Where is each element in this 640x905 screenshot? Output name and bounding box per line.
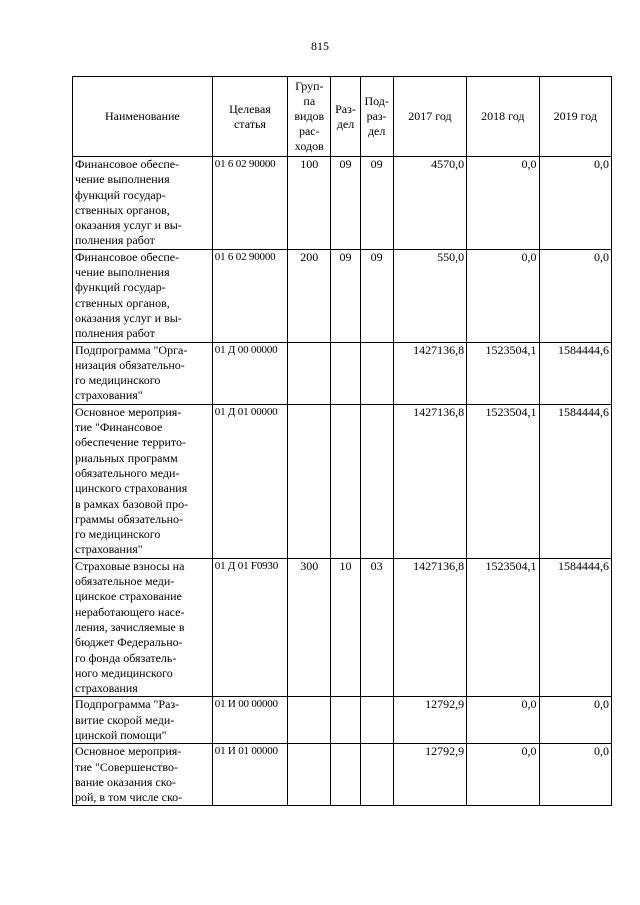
header-2019: 2019 год bbox=[539, 77, 611, 157]
row-2019: 1584444,6 bbox=[539, 404, 611, 558]
row-name: Подпрограмма "Орга- низация обязательно- го медицинского страхования" bbox=[73, 342, 213, 404]
table-row bbox=[73, 157, 612, 250]
table-row bbox=[73, 558, 612, 697]
row-2017: 12792,9 bbox=[393, 744, 466, 806]
row-subsection bbox=[360, 342, 393, 404]
row-2018: 0,0 bbox=[467, 744, 539, 806]
row-expense-group bbox=[288, 342, 331, 404]
row-name: Финансовое обеспе- чение выполнения функций государ- ственных органов, оказания услуг и вы- полнения работ bbox=[73, 249, 213, 342]
row-subsection: 09 bbox=[360, 249, 393, 342]
row-section: 09 bbox=[331, 157, 360, 250]
row-section bbox=[331, 744, 360, 806]
table-row bbox=[73, 404, 612, 558]
header-group: Груп- па видов рас- ходов bbox=[288, 77, 331, 157]
row-subsection bbox=[360, 697, 393, 744]
header-code: Целевая статья bbox=[212, 77, 287, 157]
row-subsection bbox=[360, 404, 393, 558]
row-name: Основное мероприя- тие "Совершенство- вание оказания ско- рой, в том числе ско- bbox=[73, 744, 213, 806]
row-section: 10 bbox=[331, 558, 360, 697]
row-2017: 1427136,8 bbox=[393, 558, 466, 697]
row-2019: 0,0 bbox=[539, 157, 611, 250]
row-2018: 1523504,1 bbox=[467, 404, 539, 558]
row-subsection bbox=[360, 744, 393, 806]
row-2017: 4570,0 bbox=[393, 157, 466, 250]
row-2019: 1584444,6 bbox=[539, 558, 611, 697]
table-row bbox=[73, 249, 612, 342]
header-subsection: Под- раз- дел bbox=[360, 77, 393, 157]
header-name: Наименование bbox=[73, 77, 213, 157]
row-2017: 12792,9 bbox=[393, 697, 466, 744]
row-section bbox=[331, 404, 360, 558]
row-2018: 0,0 bbox=[467, 697, 539, 744]
row-2018: 1523504,1 bbox=[467, 342, 539, 404]
row-2019: 0,0 bbox=[539, 697, 611, 744]
row-name: Финансовое обеспе- чение выполнения функций государ- ственных органов, оказания услуг и вы- полнения работ bbox=[73, 157, 213, 250]
row-2017: 1427136,8 bbox=[393, 342, 466, 404]
row-name: Основное мероприя- тие "Финансовое обеспечение террито- риальных программ обязательного меди- цинского страхования в рамках базовой про- граммы обязательно- го медицинского страхования" bbox=[73, 404, 213, 558]
row-2019: 0,0 bbox=[539, 744, 611, 806]
row-name: Подпрограмма "Раз- витие скорой меди- цинской помощи" bbox=[73, 697, 213, 744]
table-row bbox=[73, 342, 612, 404]
row-expense-group bbox=[288, 697, 331, 744]
row-expense-group: 200 bbox=[288, 249, 331, 342]
row-expense-group: 100 bbox=[288, 157, 331, 250]
row-target-code: 01 6 02 90000 bbox=[212, 249, 287, 342]
row-2018: 0,0 bbox=[467, 157, 539, 250]
row-target-code: 01 Д 00 00000 bbox=[212, 342, 287, 404]
page-number: 815 bbox=[311, 39, 329, 53]
budget-table bbox=[72, 76, 612, 806]
header-2018: 2018 год bbox=[467, 77, 539, 157]
table-header-row bbox=[73, 77, 612, 157]
row-section: 09 bbox=[331, 249, 360, 342]
row-section bbox=[331, 697, 360, 744]
row-expense-group: 300 bbox=[288, 558, 331, 697]
table-row bbox=[73, 744, 612, 806]
row-target-code: 01 6 02 90000 bbox=[212, 157, 287, 250]
header-2017: 2017 год bbox=[393, 77, 466, 157]
row-name: Страховые взносы на обязательное меди- цинское страхование неработающего насе- ления, зачисляемые в бюджет Федерально- го фонда обязатель- ного медицинского страхования bbox=[73, 558, 213, 697]
row-expense-group bbox=[288, 404, 331, 558]
row-subsection: 09 bbox=[360, 157, 393, 250]
row-expense-group bbox=[288, 744, 331, 806]
header-section: Раз- дел bbox=[331, 77, 360, 157]
row-section bbox=[331, 342, 360, 404]
row-2019: 0,0 bbox=[539, 249, 611, 342]
row-target-code: 01 Д 01 F0930 bbox=[212, 558, 287, 697]
row-target-code: 01 И 00 00000 bbox=[212, 697, 287, 744]
row-subsection: 03 bbox=[360, 558, 393, 697]
row-target-code: 01 И 01 00000 bbox=[212, 744, 287, 806]
row-2017: 1427136,8 bbox=[393, 404, 466, 558]
row-2019: 1584444,6 bbox=[539, 342, 611, 404]
row-target-code: 01 Д 01 00000 bbox=[212, 404, 287, 558]
row-2017: 550,0 bbox=[393, 249, 466, 342]
row-2018: 1523504,1 bbox=[467, 558, 539, 697]
table-row bbox=[73, 697, 612, 744]
row-2018: 0,0 bbox=[467, 249, 539, 342]
